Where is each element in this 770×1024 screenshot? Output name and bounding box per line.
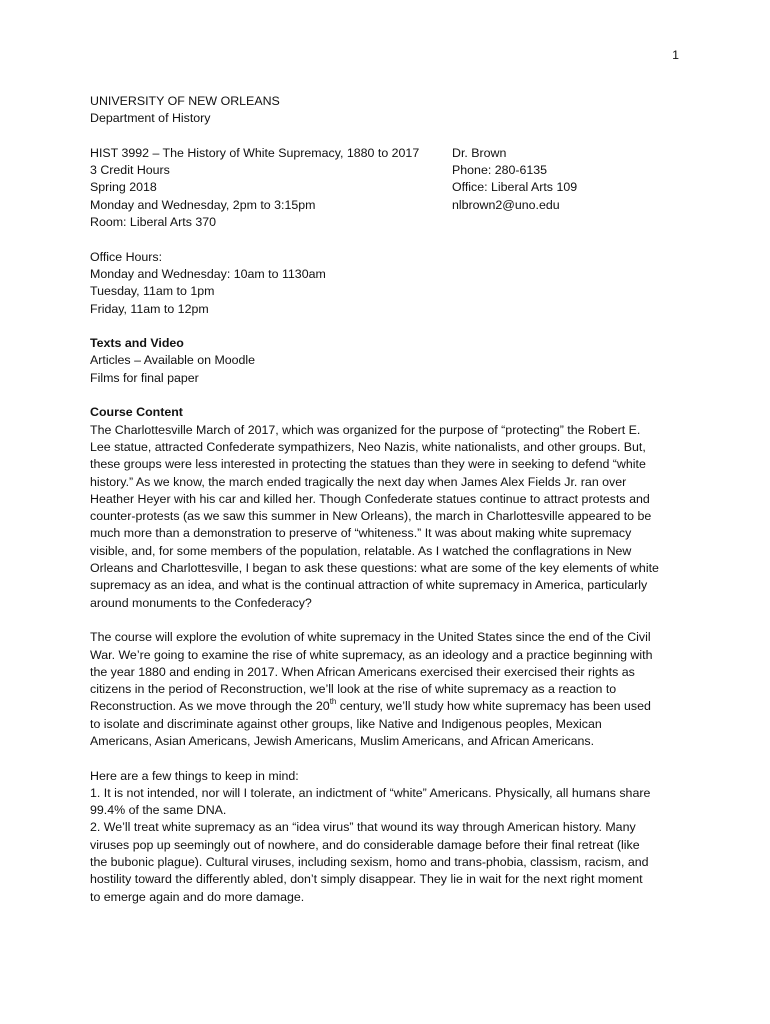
instructor-details: [452, 145, 680, 214]
paragraph-line: these groups were less interested in protecting the statues than they were in seeking to defend “white: [90, 457, 646, 472]
paragraph-line: citizens in the period of Reconstruction, we’ll look at the rise of white supremacy as a reaction to: [90, 682, 617, 697]
paragraph-line: 99.4% of the same DNA.: [90, 803, 227, 818]
page-number: 1: [672, 48, 679, 62]
paragraph-line: War. We’re going to examine the rise of white supremacy, as an ideology and a practice beginning with: [90, 647, 653, 662]
office-hours-line: Tuesday, 11am to 1pm: [90, 284, 215, 299]
course-content-paragraph-2: [90, 629, 680, 750]
texts-video-line: Articles – Available on Moodle: [90, 353, 256, 368]
paragraph-line: [90, 698, 680, 715]
course-room: Room: Liberal Arts 370: [90, 215, 217, 230]
instructor-phone: Phone: 280-6135: [452, 163, 548, 178]
university-name: UNIVERSITY OF NEW ORLEANS: [90, 94, 280, 108]
paragraph-line: 1. It is not intended, nor will I tolerate, an indictment of “white” Americans. Physically, all humans share: [90, 785, 651, 800]
paragraph-line: Heather Heyer with his car and killed her. Though Confederate statues continue to attract protests and: [90, 491, 650, 506]
paragraph-line: Here are a few things to keep in mind:: [90, 768, 299, 783]
office-hours-heading: Office Hours:: [90, 249, 163, 264]
paragraph-line: Lee statue, attracted Confederate sympathizers, Neo Nazis, white nationalists, and other groups. But,: [90, 439, 646, 454]
paragraph-line: Orleans and Charlottesville, I began to ask these questions: what are some of the key elements of white: [90, 561, 659, 576]
paragraph-line: The Charlottesville March of 2017, which was organized for the purpose of “protecting” the Robert E.: [90, 422, 641, 437]
paragraph-line: much more than a demonstration to preserve of “whiteness.” It was about making white supremacy: [90, 526, 632, 541]
century-text: century, we’ll study how white supremacy has been used: [336, 699, 651, 714]
course-content-paragraph-1: [90, 422, 680, 612]
course-title: HIST 3992 – The History of White Supremacy, 1880 to 2017: [90, 145, 420, 160]
office-hours-line: Monday and Wednesday: 10am to 1130am: [90, 266, 326, 281]
instructor-name: Dr. Brown: [452, 145, 507, 160]
texts-video-line: Films for final paper: [90, 370, 199, 385]
paragraph-line: to isolate and discriminate against other groups, like Native and Indigenous peoples, Mexican: [90, 716, 602, 731]
paragraph-line: the bubonic plague). Cultural viruses, including sexism, homo and trans-phobia, classism, racism, and: [90, 855, 649, 870]
course-term: Spring 2018: [90, 180, 157, 195]
reconstruction-text: Reconstruction. As we move through the 20: [90, 699, 330, 714]
paragraph-line: The course will explore the evolution of white supremacy in the United States since the end of the Civil: [90, 630, 651, 645]
paragraph-line: viruses pop up seemingly out of nowhere, and do considerable damage before their final retreat (like: [90, 837, 640, 852]
course-content-paragraph-3: [90, 768, 680, 906]
course-content-heading: Course Content: [90, 405, 183, 420]
course-credits: 3 Credit Hours: [90, 163, 170, 178]
syllabus-content: [90, 93, 680, 906]
department-name: Department of History: [90, 111, 211, 126]
paragraph-line: around monuments to the Confederacy?: [90, 595, 312, 610]
texts-video-heading: Texts and Video: [90, 336, 184, 351]
paragraph-line: counter-protests (as we saw this summer in New Orleans), the march in Charlottesville appeared to be: [90, 509, 652, 524]
office-hours-line: Friday, 11am to 12pm: [90, 301, 209, 316]
paragraph-line: 2. We’ll treat white supremacy as an “idea virus” that wound its way through American history. Many: [90, 820, 636, 835]
paragraph-line: visible, and, for some members of the population, relatable. As I watched the conflagrations in New: [90, 543, 632, 558]
course-info-block: [90, 145, 680, 231]
paragraph-line: the year 1880 and ending in 2017. When African Americans exercised their exercised their rights as: [90, 664, 635, 679]
course-details: [90, 145, 450, 231]
paragraph-line: hostility toward the differently abled, don’t simply disappear. They lie in wait for the next right moment: [90, 872, 643, 887]
paragraph-line: history.” As we know, the march ended tragically the next day when James Alex Fields Jr. ran over: [90, 474, 627, 489]
ordinal-superscript: th: [329, 697, 337, 707]
instructor-email: nlbrown2@uno.edu: [452, 197, 560, 212]
paragraph-line: to emerge again and do more damage.: [90, 889, 305, 904]
paragraph-line: Americans, Asian Americans, Jewish Americans, Muslim Americans, and African Americans.: [90, 733, 595, 748]
instructor-office: Office: Liberal Arts 109: [452, 180, 578, 195]
course-schedule: Monday and Wednesday, 2pm to 3:15pm: [90, 197, 316, 212]
paragraph-line: supremacy as an idea, and what is the continual attraction of white supremacy in America, particularly: [90, 578, 648, 593]
